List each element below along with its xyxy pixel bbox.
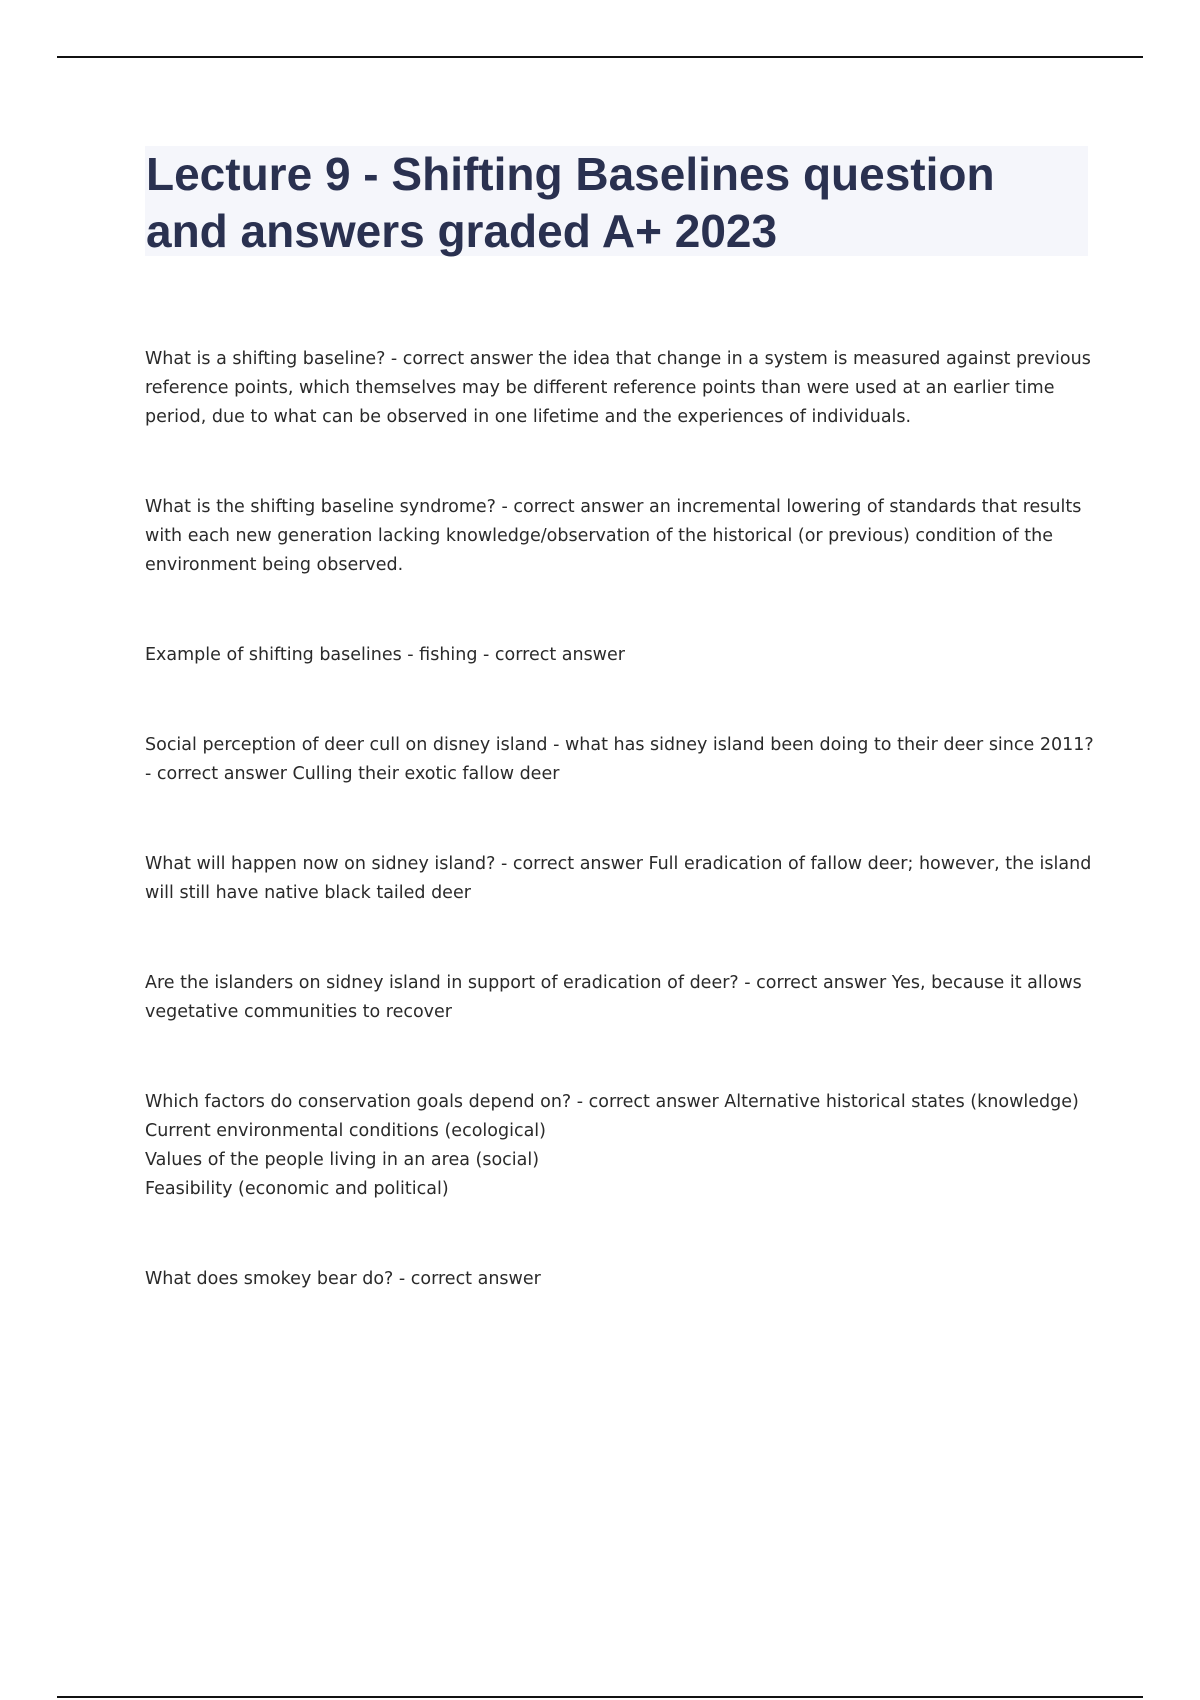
qa-item-3 xyxy=(145,641,1095,670)
document-title xyxy=(146,146,1088,260)
qa-text: Social perception of deer cull on disney island - what has sidney island been doing to their deer since 2011? - correct answer Culling their exotic fallow deer xyxy=(145,735,1094,784)
qa-item-6 xyxy=(145,969,1095,1027)
qa-extra-line: Current environmental conditions (ecological) xyxy=(145,1121,546,1141)
qa-text: Are the islanders on sidney island in support of eradication of deer? - correct answer Yes, because it allows vegetative communities to recover xyxy=(145,973,1082,1022)
qa-text: What is the shifting baseline syndrome? - correct answer an incremental lowering of standards that results with each new generation lacking knowledge/observation of the historical (or previous) condition of the environment being observed. xyxy=(145,497,1082,575)
qa-extra-line: Feasibility (economic and political) xyxy=(145,1179,449,1199)
qa-item-8 xyxy=(145,1265,1095,1294)
qa-item-2 xyxy=(145,493,1095,580)
title-line-2: and answers graded A+ 2023 xyxy=(146,205,778,257)
qa-item-4 xyxy=(145,731,1095,789)
bottom-rule xyxy=(57,1696,1143,1698)
qa-item-7 xyxy=(145,1088,1095,1204)
qa-text: Example of shifting baselines - fishing - correct answer xyxy=(145,645,625,665)
qa-item-5 xyxy=(145,850,1095,908)
qa-list xyxy=(145,345,1095,1355)
title-line-1: Lecture 9 - Shifting Baselines question xyxy=(146,148,995,200)
top-rule xyxy=(57,56,1143,58)
qa-text: What does smokey bear do? - correct answer xyxy=(145,1269,541,1289)
qa-text: What is a shifting baseline? - correct answer the idea that change in a system is measured against previous reference points, which themselves may be different reference points than were used at an earlier time period, due to what can be observed in one lifetime and the experiences of individuals. xyxy=(145,349,1091,427)
title-block xyxy=(145,146,1088,256)
qa-item-1 xyxy=(145,345,1095,432)
qa-text: What will happen now on sidney island? - correct answer Full eradication of fallow deer; however, the island will still have native black tailed deer xyxy=(145,854,1092,903)
qa-extra-line: Values of the people living in an area (social) xyxy=(145,1150,540,1170)
qa-text: Which factors do conservation goals depend on? - correct answer Alternative historical states (knowledge) xyxy=(145,1092,1079,1112)
